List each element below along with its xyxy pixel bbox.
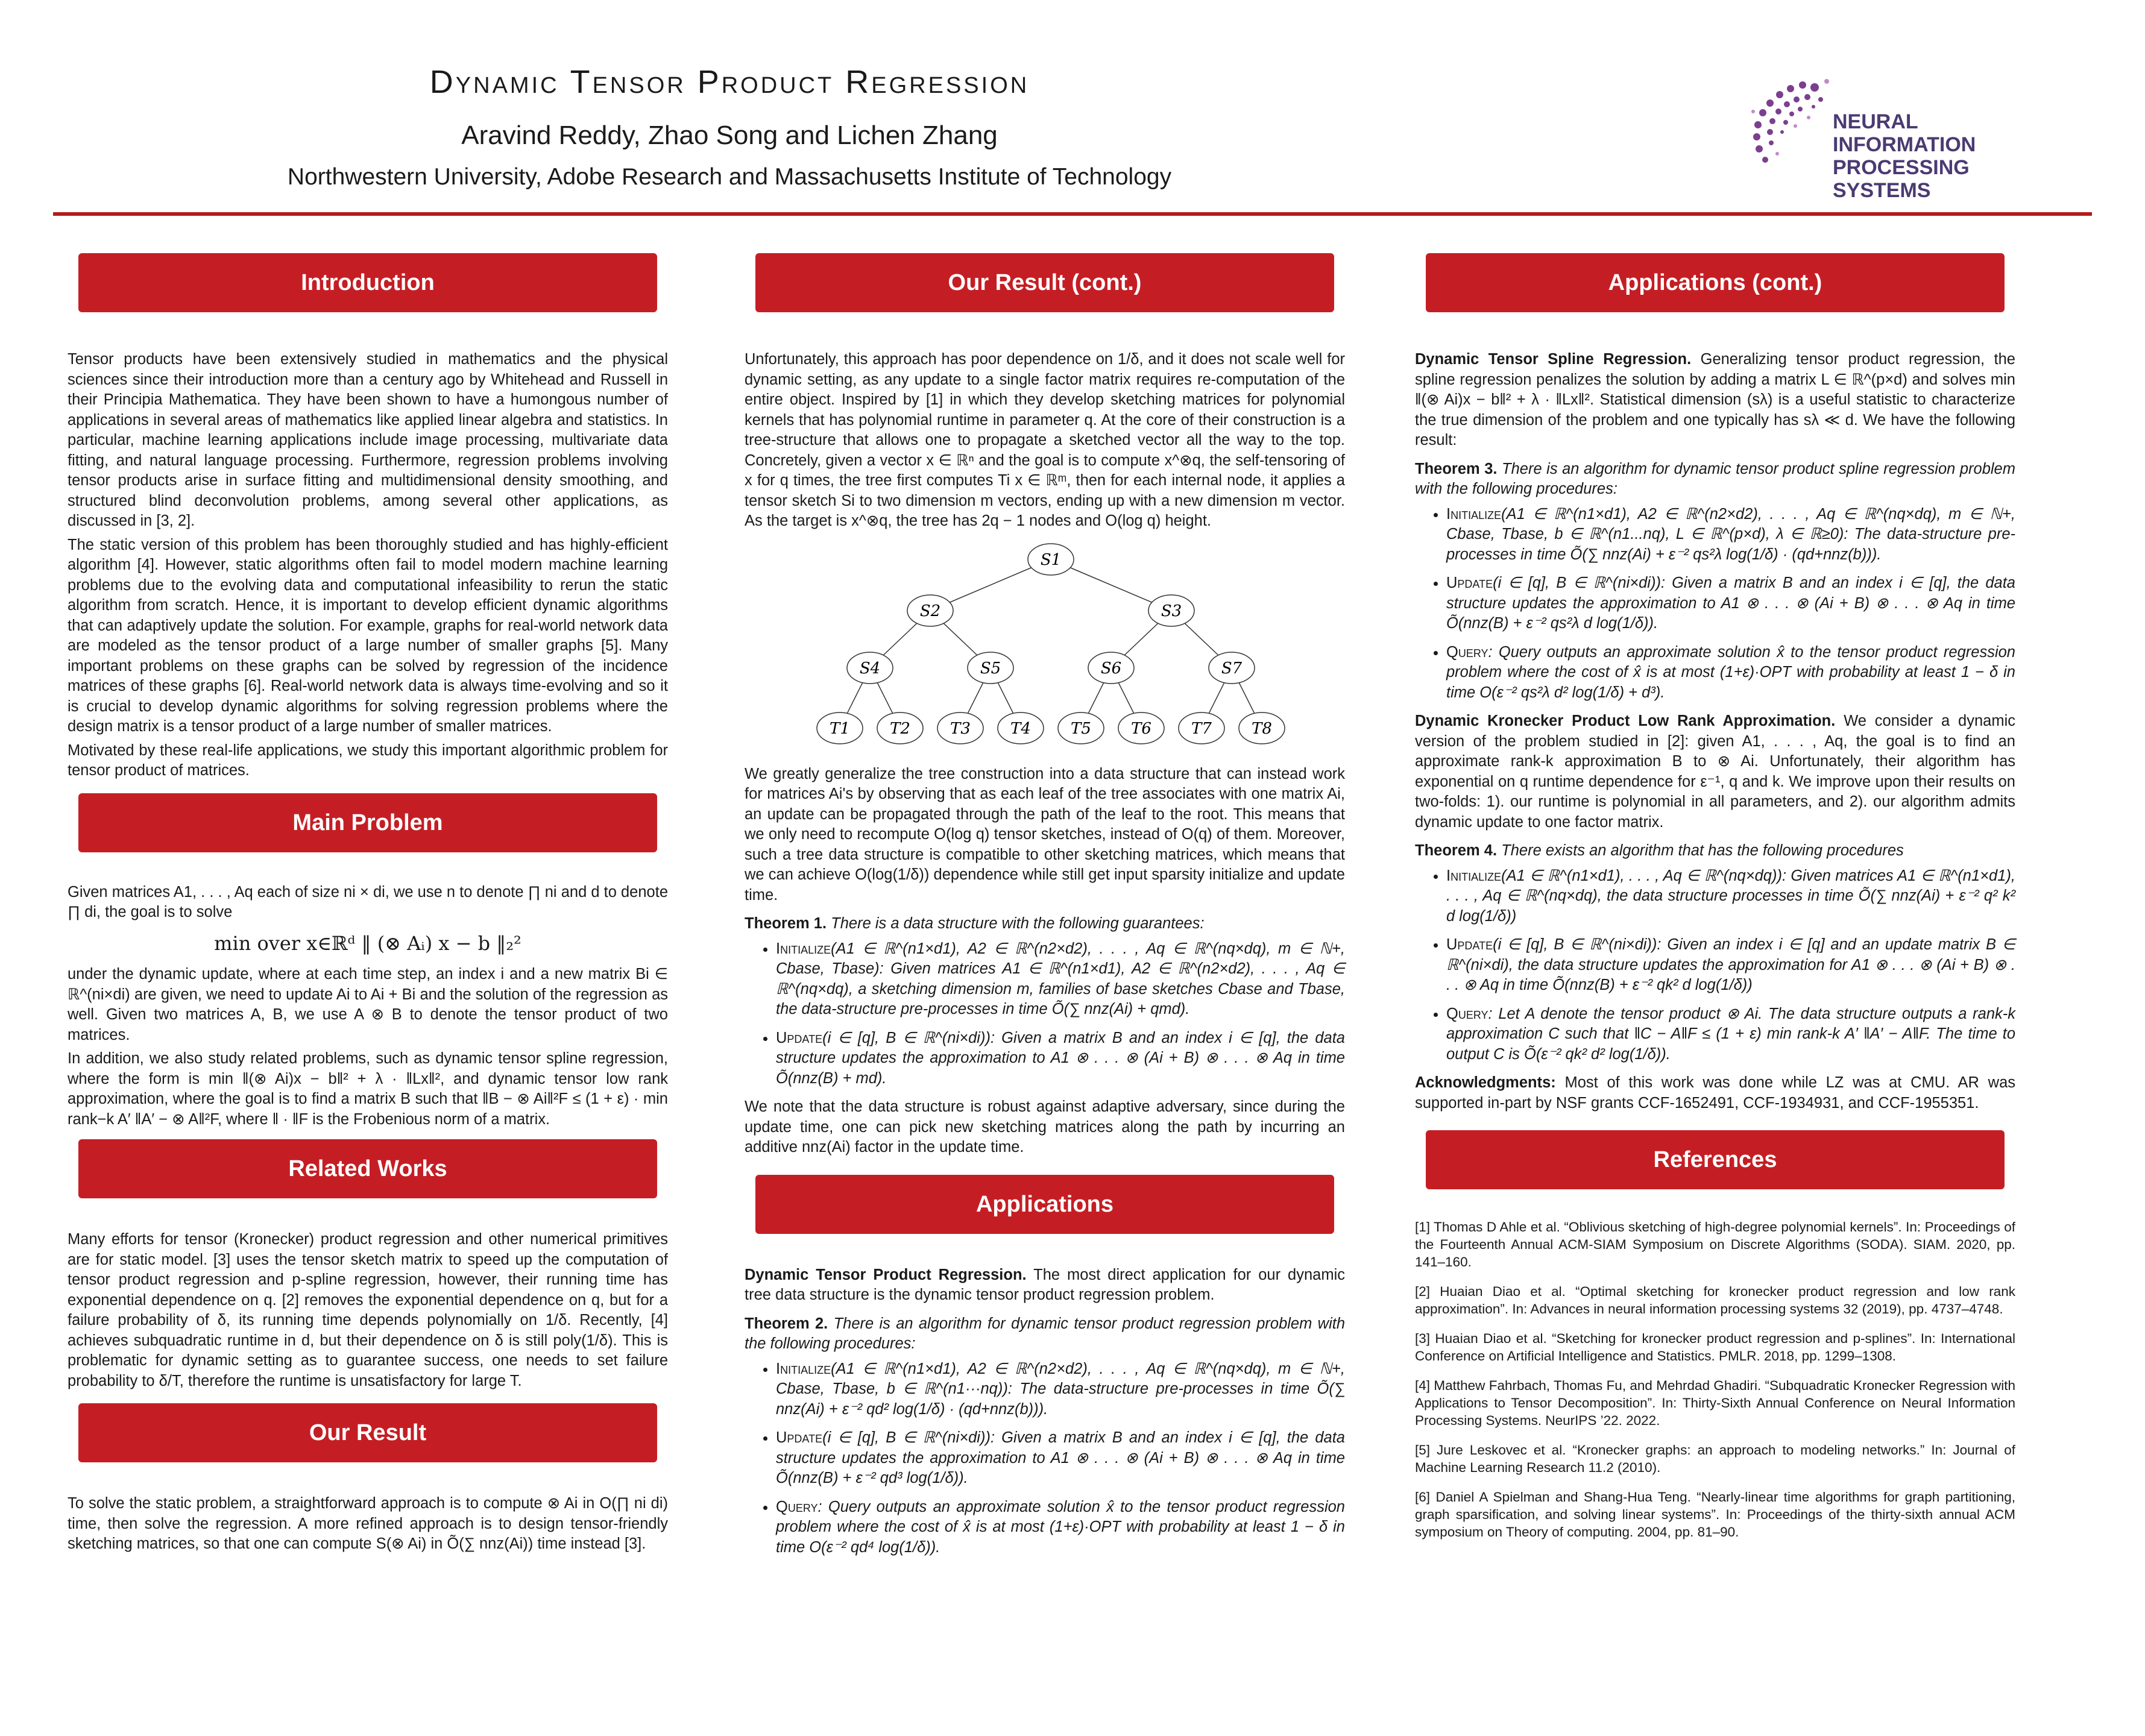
reference-item: [1] Thomas D Ahle et al. “Oblivious sketching of high-degree polynomial kernels”. In: Proceedings of the Fourteenth Annual ACM-SIAM Symposium on Discrete Algorithms (SODA). SIAM. 2020, pp. 141–160. (1415, 1219, 2015, 1269)
poster-authors: Aravind Reddy, Zhao Song and Lichen Zhang (461, 121, 998, 150)
svg-text:S1: S1 (1040, 550, 1062, 569)
tree-node-t4 (998, 712, 1044, 744)
our-result-body (66, 1494, 669, 1555)
theorem-2-procedures (745, 1359, 1345, 1558)
result-paragraph: To solve the static problem, a straightforward approach is to compute ⊗ Ai in O(∏ ni di) time, then solve the regression. A more refined approach is to design tensor-friendly sketching matrices, so that one can compute S(⊗ Ai) in Õ(∑ nnz(Ai)) time instead [3]. (68, 1495, 668, 1552)
tree-node-s3 (1148, 595, 1194, 626)
main-paragraph-1: Given matrices A1, . . . , Aq each of size ni × di, we use n to denote ∏ ni and d to denote ∏ di, the goal is to solve (68, 883, 668, 920)
svg-text:S7: S7 (1221, 659, 1243, 678)
theorem-2-query: • Query: Query outputs an approximate solution x̂ to the tensor product regression problem where the cost of x̂ is at most (1+ε)·OPT with probability at least 1 − δ in time O(ε⁻² qd⁴ log(1/δ)). (776, 1497, 1345, 1558)
theorem-4-query: • Query: Let A denote the tensor product ⊗ Ai. The data structure outputs a rank-k approximation C such that ‖C − A‖F ≤ (1 + ε) min rank-k A′ ‖A′ − A‖F. The time to output C is Õ(ε⁻² qk² d² log(1/δ)). (1446, 1004, 2015, 1065)
tree-node-t5 (1058, 712, 1104, 744)
intro-paragraph-2: The static version of this problem has been thoroughly studied and has highly-efficient algorithm [4]. However, static algorithms often fail to model modern machine learning problems due to the evolving data and computational infeasibility to rerun the static algorithm from scratch. Hence, it is important to develop efficient dynamic algorithms that can adaptively update the solution. For example, graphs for real-world network data are modeled as the tensor product of a large number of smaller graphs [5]. Many important problems on these graphs can be solved by regression of the incidence matrices of these graphs [6]. Real-world network data is always time-evolving and so it is crucial to develop dynamic algorithms for solving regression problems where the design matrix is a tensor product of a large number of smaller matrices. (68, 536, 668, 735)
main-paragraph-3: In addition, we also study related problems, such as dynamic tensor spline regression, where the form is min ‖(⊗ Ai)x − b‖² + λ · ‖Lx‖², and dynamic tensor low rank approximation, where the goal is to find a matrix B such that ‖B − ⊗ Ai‖²F ≤ (1 + ε) · min rank−k A′ ‖A′ − ⊗ A‖²F, where ‖ · ‖F is the Frobenious norm of a matrix. (68, 1050, 668, 1128)
applications-cont-body (1414, 350, 2017, 1113)
tree-node-t2 (877, 712, 923, 744)
section-header-main-problem: Main Problem (78, 793, 657, 852)
poster-header (0, 0, 2145, 223)
references-list (1414, 1218, 2017, 1541)
svg-text:T4: T4 (1010, 719, 1031, 738)
theorem-3-update: • Update(i ∈ [q], B ∈ ℝ^(ni×di)): Given a matrix B and an index i ∈ [q], the data structure updates the approximation to A1 ⊗ . . . ⊗ (Ai + B) ⊗ . . . ⊗ Aq in time Õ(nnz(B) + ε⁻² qs²λ d log(1/δ)). (1446, 573, 2015, 634)
svg-text:T2: T2 (890, 719, 910, 738)
tree-node-t8 (1239, 712, 1285, 744)
svg-text:S3: S3 (1161, 602, 1182, 620)
theorem-1-update: • Update(i ∈ [q], B ∈ ℝ^(ni×di)): Given a matrix B and an index i ∈ [q], the data structure updates the approximation to A1 ⊗ . . . ⊗ (Ai + B) ⊗ . . . ⊗ Aq in time Õ(nnz(B) + md). (776, 1028, 1345, 1089)
theorem-4-update: • Update(i ∈ [q], B ∈ ℝ^(ni×di)): Given an index i ∈ [q] and an update matrix B ∈ ℝ^(ni×di), the data structure updates the approximation for A1 ⊗ . . . ⊗ (Ai + B) ⊗ . . . ⊗ Aq in time Õ(nnz(B) + ε⁻² qk² d log(1/δ)) (1446, 935, 2015, 996)
neurips-logo (1742, 75, 2032, 202)
tree-node-t6 (1118, 712, 1164, 744)
svg-text:S2: S2 (919, 602, 941, 620)
intro-paragraph-3: Motivated by these real-life applications, we study this important algorithmic problem for tensor product of matrices. (68, 741, 668, 779)
section-header-related-works: Related Works (78, 1139, 657, 1198)
tree-node-t1 (817, 712, 863, 744)
theorem-3-initialize: • Initialize(A1 ∈ ℝ^(n1×d1), A2 ∈ ℝ^(n2×d2), . . . , Aq ∈ ℝ^(nq×dq), m ∈ ℕ+, Cbase, Tbase, b ∈ ℝ^(n1...nq), L ∈ ℝ^(p×d), λ ∈ ℝ≥0): The data-structure pre-processes in time Õ(∑ nnz(Ai) + ε⁻² qs²λ log(1/δ) · (qd+nnz(b))). (1446, 505, 2015, 565)
theorem-2: Theorem 2. There is an algorithm for dynamic tensor product regression problem with the following procedures: (745, 1315, 1345, 1352)
related-paragraph: Many efforts for tensor (Kronecker) product regression and other numerical primitives are for static model. [3] uses the tensor sketch matrix to speed up the computation of tensor product regression and p-spline regression, however, their running time has exponential dependence on q. [2] removes the exponential dependence on q, but for a failure probability of δ, its running time depends polynomially on 1/δ. Recently, [4] achieves subquadratic runtime in d, but their dependence on δ is still poly(1/δ). This is problematic for dynamic setting as to guarantee success, one needs to set failure probability to δ/T, therefore the runtime is unsatisfactory for large T. (68, 1231, 668, 1389)
dynamic-tensor-product-regression: Dynamic Tensor Product Regression. The most direct application for our dynamic tree data structure is the dynamic tensor product regression problem. (745, 1266, 1345, 1303)
column-right (1414, 253, 2017, 1553)
reference-item: [2] Huaian Diao et al. “Optimal sketching for kronecker product regression and low rank approximation”. In: Advances in neural information processing systems 32 (2019), pp. 4737–4748. (1415, 1284, 2015, 1316)
sketch-tree-diagram (798, 535, 1292, 764)
tree-edges (840, 559, 1262, 728)
applications-body (743, 1265, 1346, 1558)
reference-item: [6] Daniel A Spielman and Shang-Hua Teng. “Nearly-linear time algorithms for graph partitioning, graph sparsification, and solving linear systems”. In: Proceedings of the thirty-sixth annual ACM symposium on Theory of computing. 2004, pp. 81–90. (1415, 1489, 2015, 1539)
tree-node-t3 (937, 712, 983, 744)
poster-title: Dynamic Tensor Product Regression (429, 64, 1030, 100)
tree-node-s7 (1209, 652, 1255, 684)
tree-node-s2 (907, 595, 953, 626)
reference-item: [4] Matthew Fahrbach, Thomas Fu, and Mehrdad Ghadiri. “Subquadratic Kronecker Regression with Applications to Tensor Decomposition”. In: Thirty-Sixth Annual Conference on Neural Information Processing Systems. NeurIPS ’22. 2022. (1415, 1378, 2015, 1428)
tree-node-s4 (847, 652, 893, 684)
svg-text:S4: S4 (859, 659, 881, 678)
svg-text:T6: T6 (1131, 719, 1151, 738)
theorem-2-initialize: • Initialize(A1 ∈ ℝ^(n1×d1), A2 ∈ ℝ^(n2×d2), . . . , Aq ∈ ℝ^(nq×dq), m ∈ ℕ+, Cbase, Tbase, b ∈ ℝ^(n1···nq)): The data-structure pre-processes in time Õ(∑ nnz(Ai) + ε⁻² qd² log(1/δ) · (qd+nnz(b))). (776, 1359, 1345, 1420)
main-paragraph-2: under the dynamic update, where at each time step, an index i and a new matrix Bi ∈ ℝ^(ni×di) are given, we need to update Ai to Ai + Bi and the solution of the regression as well. Given two matrices A, B, we use A ⊗ B to denote the tensor product of two matrices. (68, 966, 668, 1043)
section-header-introduction: Introduction (78, 253, 657, 312)
tree-node-t7 (1179, 712, 1224, 744)
theorem-3-query: • Query: Query outputs an approximate solution x̂ to the tensor product regression problem where the cost of x̂ is at most (1+ε)·OPT with probability at least 1 − δ in time O(ε⁻² qs²λ d² log(1/δ) + d³). (1446, 643, 2015, 703)
dynamic-tensor-spline-regression: Dynamic Tensor Spline Regression. Generalizing tensor product regression, the spline regression penalizes the solution by adding a matrix L ∈ ℝ^(p×d) and solves min ‖(⊗ Ai)x − b‖² + λ · ‖Lx‖². Statistical dimension (sλ) is a useful statistic to characterize the true dimension of the problem and one typically has sλ ≪ d. We have the following result: (1415, 351, 2015, 448)
reference-item: [3] Huaian Diao et al. “Sketching for kronecker product regression and p-splines”. In: International Conference on Artificial Intelligence and Statistics. PMLR. 2018, pp. 1299–1308. (1415, 1331, 2015, 1363)
svg-text:S6: S6 (1100, 659, 1122, 678)
our-result-cont-body-2 (743, 764, 1346, 1158)
header-divider (53, 212, 2092, 216)
tree-node-s5 (968, 652, 1013, 684)
svg-text:T8: T8 (1252, 719, 1272, 738)
svg-text:S5: S5 (980, 659, 1001, 678)
theorem-1-initialize: • Initialize(A1 ∈ ℝ^(n1×d1), A2 ∈ ℝ^(n2×d2), . . . , Aq ∈ ℝ^(nq×dq), m ∈ ℕ+, Cbase, Tbase): Given matrices A1 ∈ ℝ^(n1×d1), A2 ∈ ℝ^(n2×d2), . . . , Aq ∈ ℝ^(nq×dq), a sketching dimension m, families of base sketches Cbase and Tbase, the data-structure pre-processes in time Õ(∑ nnz(Ai) + qmd). (776, 939, 1345, 1020)
section-header-references: References (1426, 1130, 2005, 1189)
svg-text:T7: T7 (1191, 719, 1212, 738)
introduction-body (66, 350, 669, 781)
acknowledgments: Acknowledgments: Most of this work was done while LZ was at CMU. AR was supported in-part by NSF grants CCF-1652491, CCF-1934931, and CCF-1955351. (1415, 1074, 2015, 1112)
neurips-logo-text: NEURAL INFORMATION PROCESSING SYSTEMS (1833, 110, 1976, 202)
main-objective-equation: min over x∈ℝᵈ ‖ (⊗ Aᵢ) x − b ‖₂² (214, 931, 521, 955)
intro-paragraph-1: Tensor products have been extensively studied in mathematics and the physical sciences since their introduction more than a century ago by Whitehead and Russell in their Principia Mathematica. They have been shown to have a humongous number of applications in several areas of mathematics like applied linear algebra and statistics. In particular, machine learning applications include image processing, multivariate data fitting, and natural language processing. Furthermore, regression problems involving tensor products arise in surface fitting and multidimensional density smoothing, and structured blind deconvolution problems, among several other applications, as discussed in [3, 2]. (68, 351, 668, 529)
section-header-applications: Applications (755, 1175, 1334, 1234)
section-header-our-result-cont: Our Result (cont.) (755, 253, 1334, 312)
result-cont-paragraph-2: We greatly generalize the tree construction into a data structure that can instead work for matrices Ai's by observing that as each leaf of the tree associates with one matrix Ai, an update can be propagated through the path of the leaf to the root. This means that we only need to recompute O(log q) tensor sketches, instead of O(q) of them. Moreover, such a tree data structure is compatible to other sketching matrices, which means that we can achieve O(log(1/δ)) dependence while still get input sparsity initialize and update time. (745, 765, 1345, 904)
tree-node-s1 (1028, 544, 1074, 575)
theorem-1-procedures (745, 939, 1345, 1089)
related-works-body (66, 1230, 669, 1391)
svg-text:T1: T1 (830, 719, 850, 738)
theorem-1: Theorem 1. There is a data structure with the following guarantees: (745, 915, 1205, 932)
svg-text:T5: T5 (1071, 719, 1091, 738)
poster-affiliation: Northwestern University, Adobe Research and Massachusetts Institute of Technology (287, 164, 1172, 190)
result-cont-paragraph-1: Unfortunately, this approach has poor dependence on 1/δ, and it does not scale well for dynamic setting, as any update to a single factor matrix requires re-computation of the entire object. Inspired by [1] in which they develop sketching matrices for polynomial kernels that has polynomial runtime in parameter q. At the core of their construction is a tree-structure that allows one to propagate a sketched vector all the way to the top. Concretely, given a vector x ∈ ℝⁿ and the goal is to compute x^⊗q, the self-tensoring of x for q times, the tree first computes Ti x ∈ ℝᵐ, then for each internal node, it applies a tensor sketch Si to two dimension m vectors, ending up with a new dimension m vector. As the target is x^⊗q, the tree has 2q − 1 nodes and O(log q) height. (745, 351, 1345, 529)
result-cont-paragraph-3: We note that the data structure is robust against adaptive adversary, since during the update time, one can pick new sketching matrices along the path by incurring an additive nnz(Ai) factor in the update time. (745, 1098, 1345, 1156)
theorem-4: Theorem 4. There exists an algorithm that has the following procedures (1415, 842, 1904, 859)
main-problem-body (66, 882, 669, 1130)
section-header-applications-cont: Applications (cont.) (1426, 253, 2005, 312)
svg-text:T3: T3 (950, 719, 971, 738)
column-left (66, 253, 669, 1558)
theorem-3-procedures (1415, 505, 2015, 703)
tree-node-s6 (1088, 652, 1134, 684)
theorem-2-update: • Update(i ∈ [q], B ∈ ℝ^(ni×di)): Given a matrix B and an index i ∈ [q], the data structure updates the approximation to A1 ⊗ . . . ⊗ (Ai + B) ⊗ . . . ⊗ Aq in time Õ(nnz(B) + ε⁻² qd³ log(1/δ)). (776, 1428, 1345, 1489)
theorem-4-initialize: • Initialize(A1 ∈ ℝ^(n1×d1), . . . , Aq ∈ ℝ^(nq×dq)): Given matrices A1 ∈ ℝ^(n1×d1), . . . , Aq ∈ ℝ^(nq×dq), the data structure processes in time Õ(∑ nnz(Ai) + ε⁻² q² k² d log(1/δ)) (1446, 866, 2015, 927)
reference-item: [5] Jure Leskovec et al. “Kronecker graphs: an approach to modeling networks.” In: Journal of Machine Learning Research 11.2 (2010). (1415, 1442, 2015, 1475)
section-header-our-result: Our Result (78, 1403, 657, 1462)
dynamic-kronecker-low-rank: Dynamic Kronecker Product Low Rank Approximation. We consider a dynamic version of the problem studied in [2]: given A1, . . . , Aq, the goal is to find an approximate rank-k approximation B to ⊗ Ai. Unfortunately, their algorithm has exponential on q runtime dependence for ε⁻¹, q and k. We improve upon their results on two-folds: 1). our runtime is polynomial in all parameters, and 2). our algorithm admits dynamic update to one factor matrix. (1415, 712, 2015, 831)
our-result-cont-body (743, 350, 1346, 532)
column-middle (743, 253, 1346, 1566)
theorem-4-procedures (1415, 866, 2015, 1065)
theorem-3: Theorem 3. There is an algorithm for dynamic tensor product spline regression problem with the following procedures: (1415, 460, 2015, 497)
neurips-dots-icon (1742, 75, 1833, 178)
